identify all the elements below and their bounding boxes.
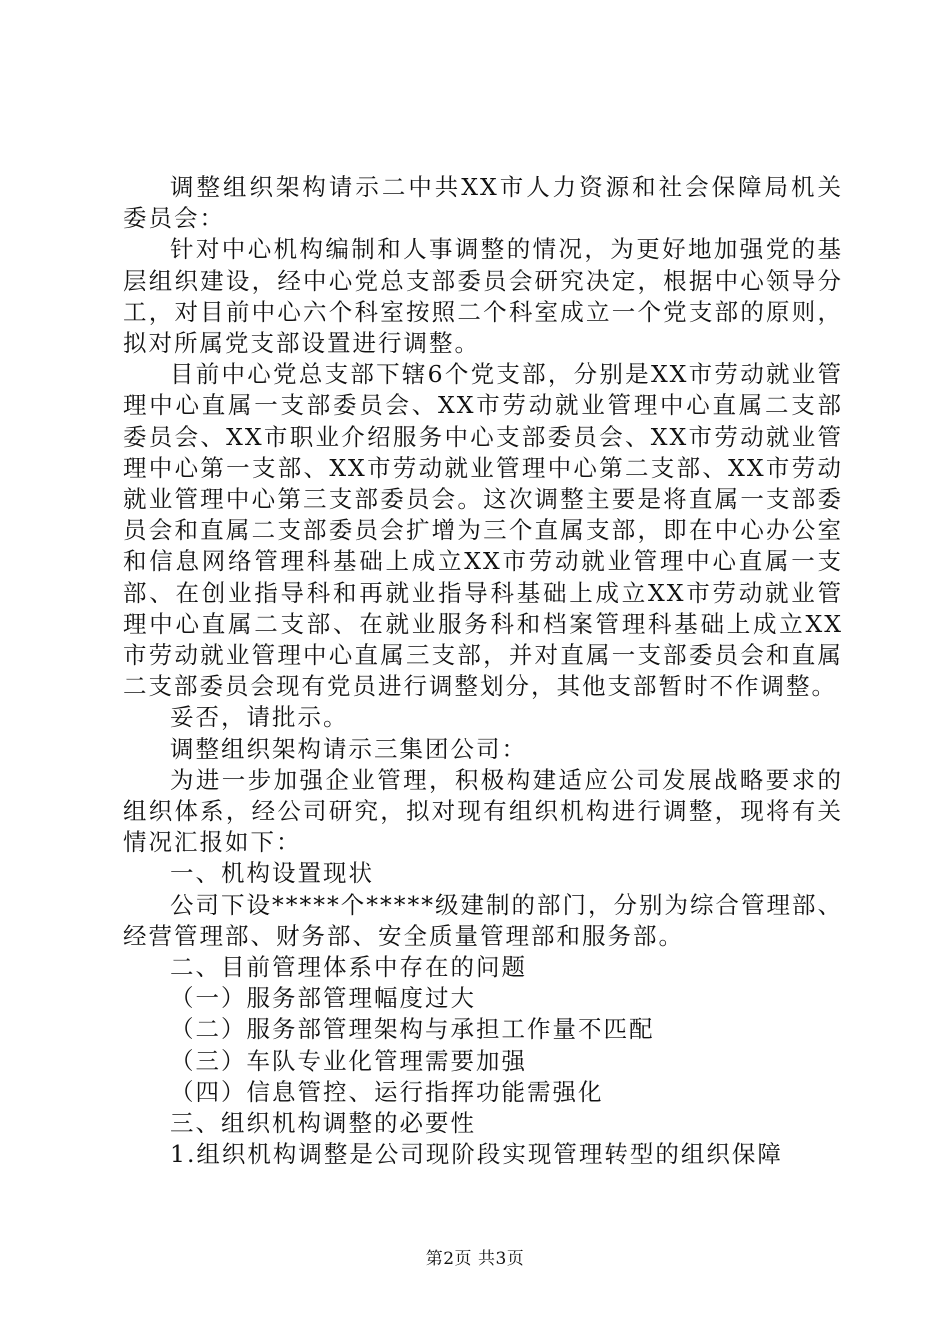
- document-body: [123, 172, 843, 1171]
- list-item-problem-3: （三）车队专业化管理需要加强: [170, 1046, 527, 1075]
- section-heading-2: 二、目前管理体系中存在的问题: [170, 953, 527, 982]
- list-item-problem-1: （一）服务部管理幅度过大: [170, 984, 476, 1013]
- section-heading-3: 三、组织机构调整的必要性: [170, 1109, 476, 1138]
- paragraph-approval-request: 妥否，请批示。: [170, 703, 349, 732]
- page-number: 第2页 共3页: [425, 1249, 525, 1269]
- list-item-problem-4: （四）信息管控、运行指挥功能需强化: [170, 1077, 604, 1106]
- list-item-problem-2: （二）服务部管理架构与承担工作量不匹配: [170, 1015, 655, 1044]
- paragraph-background: 针对中心机构编制和人事调整的情况，为更好地加强党的基层组织建设，经中心党总支部委员会研究决定，根据中心领导分工，对目前中心六个科室按照二个科室成立一个党支部的原则，拟对所属党支部设置进行调整。: [123, 235, 843, 358]
- section-heading-1: 一、机构设置现状: [170, 859, 374, 888]
- paragraph-heading-request-three: 调整组织架构请示三集团公司：: [170, 734, 527, 763]
- paragraph-intro: 为进一步加强企业管理，积极构建适应公司发展战略要求的组织体系，经公司研究，拟对现有组织机构进行调整，现将有关情况汇报如下：: [123, 765, 843, 857]
- list-item-necessity-1: 1.组织机构调整是公司现阶段实现管理转型的组织保障: [170, 1140, 783, 1169]
- paragraph-heading-request-two: 调整组织架构请示二中共XX市人力资源和社会保障局机关委员会：: [123, 173, 843, 233]
- paragraph-current-branches: 目前中心党总支部下辖6个党支部，分别是XX市劳动就业管理中心直属一支部委员会、XX市劳动就业管理中心直属二支部委员会、XX市职业介绍服务中心支部委员会、XX市劳动就业管理中心第一支部、XX市劳动就业管理中心第二支部、XX市劳动就业管理中心第三支部委员会。这次调整主要是将直属一支部委员会和直属二支部委员会扩增为三个直属支部，即在中心办公室和信息网络管理科基础上成立XX市劳动就业管理中心直属一支部、在创业指导科和再就业指导科基础上成立XX市劳动就业管理中心直属二支部、在就业服务科和档案管理科基础上成立XX市劳动就业管理中心直属三支部，并对直属一支部委员会和直属二支部委员会现有党员进行调整划分，其他支部暂时不作调整。: [123, 360, 843, 701]
- paragraph-departments: 公司下设*****个*****级建制的部门，分别为综合管理部、经营管理部、财务部、安全质量管理部和服务部。: [123, 890, 843, 950]
